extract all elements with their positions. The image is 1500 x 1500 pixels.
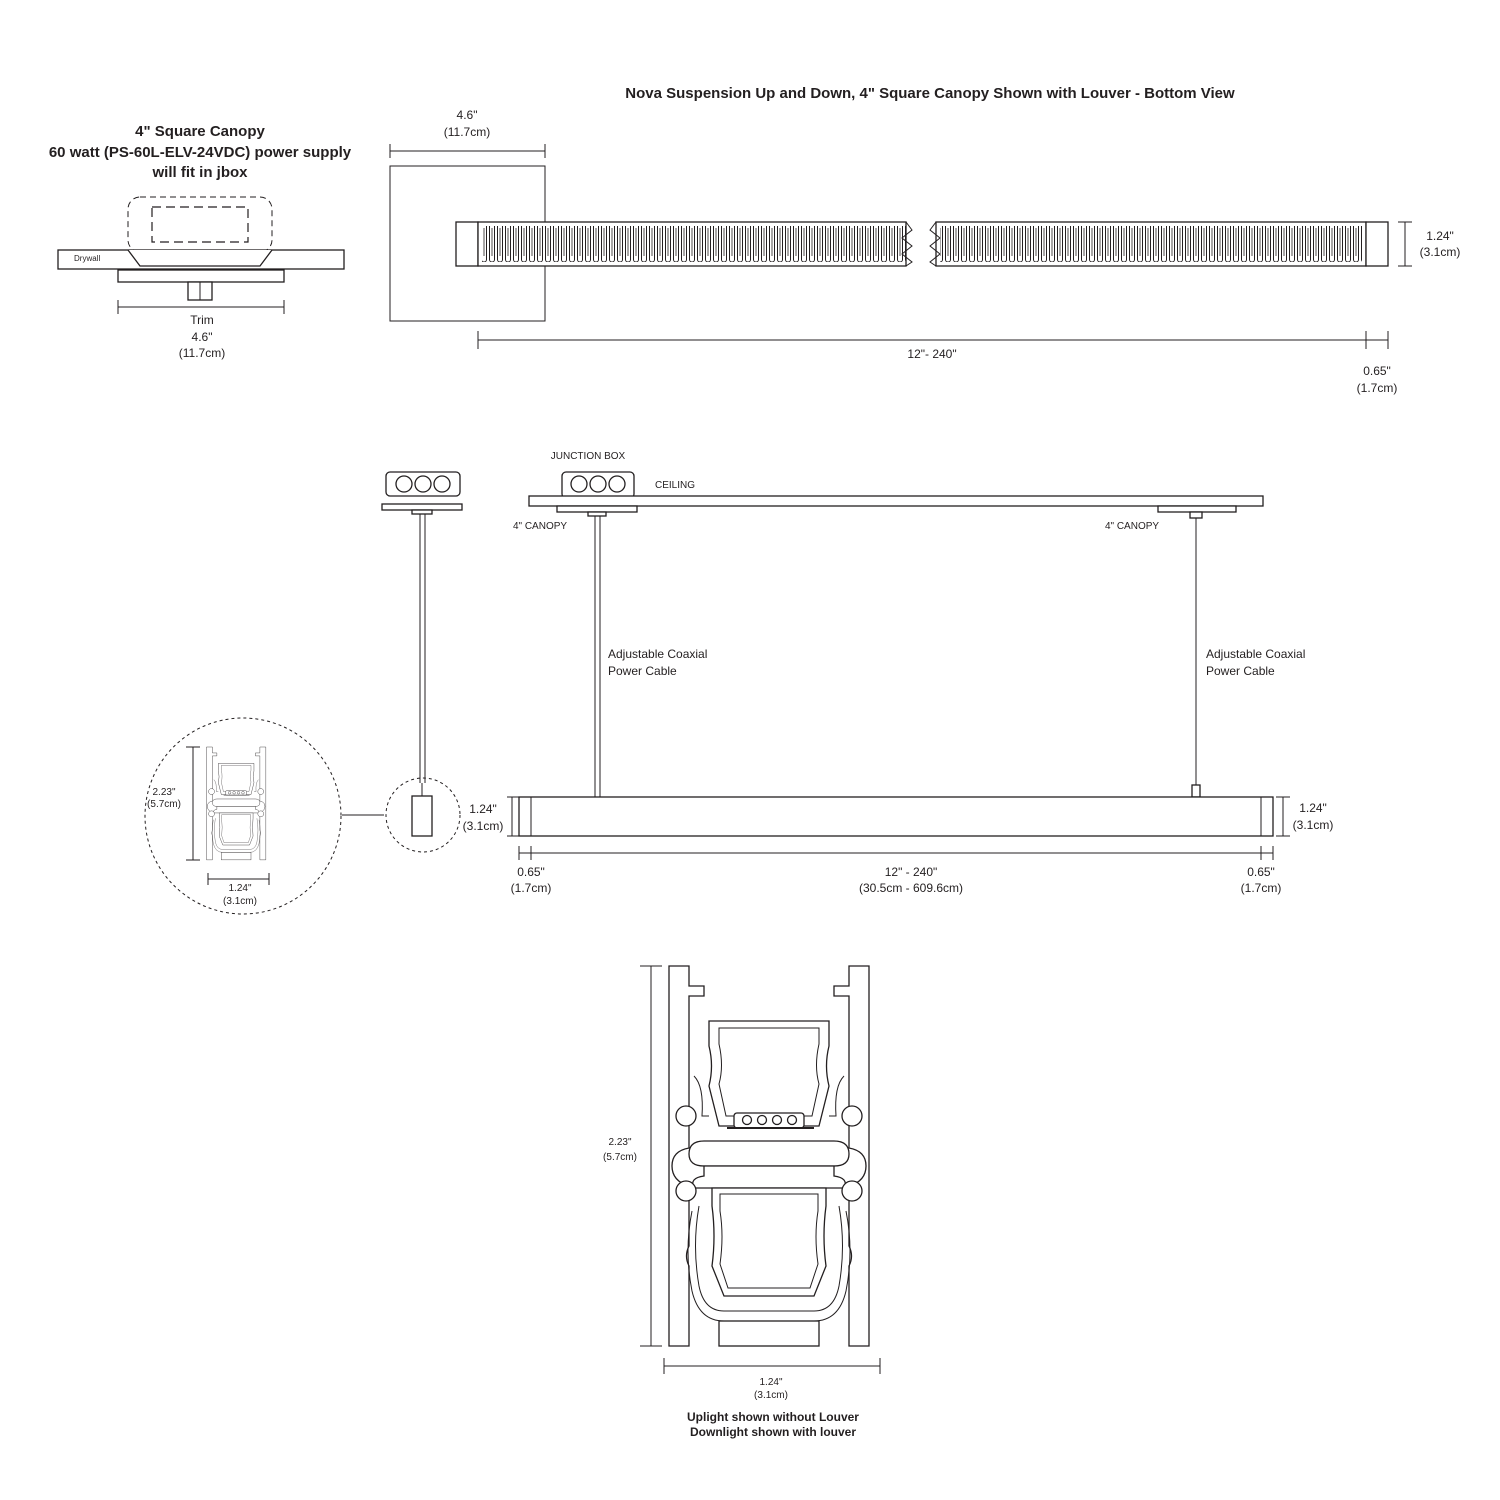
large-section: [603, 966, 880, 1439]
ceiling-label: CEILING: [655, 480, 696, 491]
elevation-view: [342, 451, 1333, 895]
length-cm: (30.5cm - 609.6cm): [858, 881, 964, 895]
fixture-height-cm: (3.1cm): [1419, 245, 1461, 259]
fixture-body: [519, 797, 1273, 836]
canopy-right-label: 4" CANOPY: [1104, 521, 1160, 532]
drywall-label: Drywall: [74, 254, 101, 263]
right-height-cm: (3.1cm): [1292, 818, 1334, 832]
right-end-in: 0.65": [1247, 865, 1275, 879]
cable-right-line2: Power Cable: [1206, 664, 1275, 678]
left-end-cm: (1.7cm): [510, 881, 552, 895]
caption-uplight: Uplight shown without Louver: [687, 1410, 859, 1424]
top-title: Nova Suspension Up and Down, 4" Square Canopy Shown with Louver - Bottom View: [625, 85, 1235, 102]
canopy-left-label: 4" CANOPY: [512, 521, 568, 532]
fixture-height-in: 1.24": [1426, 229, 1454, 243]
canopy-width-cm: (11.7cm): [443, 125, 491, 139]
large-height-in: 2.23": [608, 1137, 632, 1148]
power-supply-outline: [152, 207, 248, 242]
canopy-right: [1158, 506, 1236, 512]
cable-left-line2: Power Cable: [608, 664, 677, 678]
endcap-left: [456, 222, 478, 266]
side-height-in: 1.24": [469, 802, 497, 816]
cable-left-line1: Adjustable Coaxial: [608, 647, 708, 661]
junction-box-outline: [128, 197, 272, 252]
endcap-right: [1366, 222, 1388, 266]
canopy-width-in: 4.6": [456, 108, 478, 122]
canopy-left: [557, 506, 637, 512]
large-profile-drawing: [669, 966, 869, 1346]
small-width-cm: (3.1cm): [223, 896, 257, 907]
canopy-title-line3: will fit in jbox: [152, 164, 248, 181]
small-height-in: 2.23": [152, 787, 176, 798]
small-profile-drawing: [206, 747, 265, 860]
ceiling: [529, 496, 1263, 506]
right-height-in: 1.24": [1299, 801, 1327, 815]
canopy-detail: [49, 123, 352, 360]
left-end-in: 0.65": [517, 865, 545, 879]
trim: [118, 270, 284, 282]
bottom-view: [390, 85, 1460, 395]
endcap-length-in: 0.65": [1363, 364, 1391, 378]
caption-downlight: Downlight shown with louver: [690, 1425, 856, 1439]
side-fixture-end: [412, 796, 432, 836]
trim-width-cm: (11.7cm): [178, 346, 226, 360]
trim-width-in: 4.6": [191, 330, 213, 344]
canopy-title-line2: 60 watt (PS-60L-ELV-24VDC) power supply: [48, 144, 352, 161]
cable-right-line1: Adjustable Coaxial: [1206, 647, 1306, 661]
trim-label: Trim: [190, 313, 214, 327]
small-section: [145, 718, 341, 914]
endcap-length-cm: (1.7cm): [1356, 381, 1398, 395]
length-in: 12" - 240": [884, 865, 938, 879]
large-width-in: 1.24": [759, 1377, 783, 1388]
side-height-cm: (3.1cm): [462, 819, 504, 833]
right-end-cm: (1.7cm): [1240, 881, 1282, 895]
large-width-cm: (3.1cm): [754, 1390, 788, 1401]
canopy-title-line1: 4" Square Canopy: [135, 123, 265, 140]
small-height-cm: (5.7cm): [147, 799, 181, 810]
large-height-cm: (5.7cm): [603, 1152, 637, 1163]
small-width-in: 1.24": [228, 883, 252, 894]
junction-box-label: JUNCTION BOX: [550, 451, 626, 462]
fixture-length: 12"- 240": [907, 347, 957, 361]
